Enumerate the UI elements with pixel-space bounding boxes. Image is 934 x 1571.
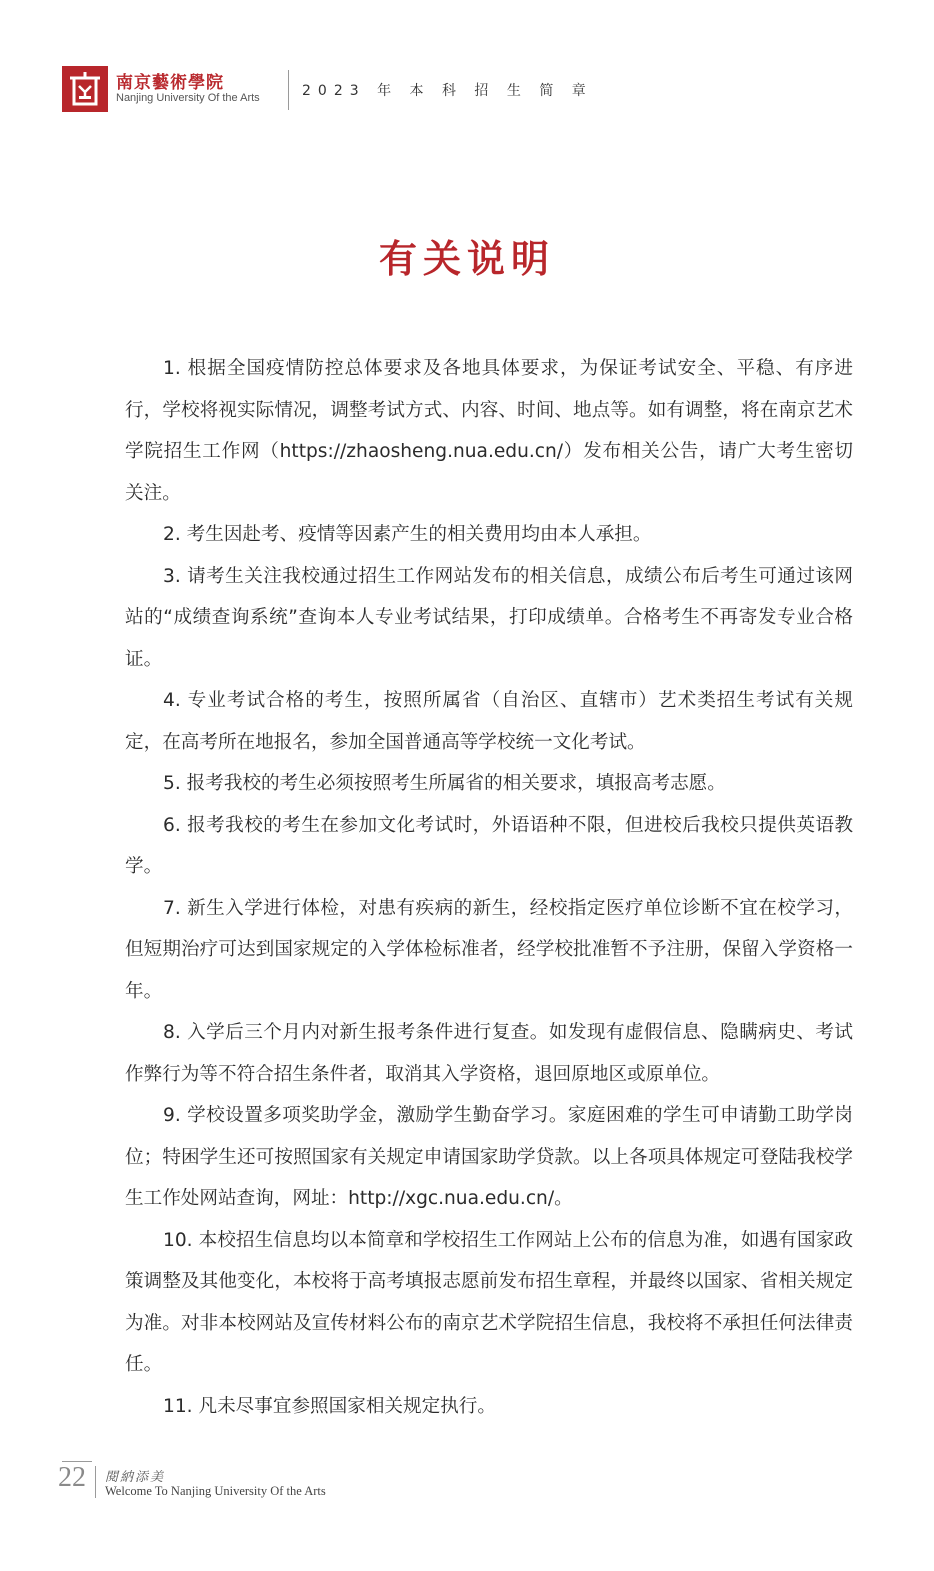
university-seal-logo	[62, 66, 108, 112]
logo-chinese-name: 南京藝術學院	[116, 73, 224, 93]
note-paragraph-8: 8. 入学后三个月内对新生报考条件进行复查。如发现有虚假信息、隐瞒病史、考试作弊行为等不符合招生条件者，取消其入学资格，退回原地区或原单位。	[125, 1022, 853, 1085]
note-paragraph-1: 1. 根据全国疫情防控总体要求及各地具体要求，为保证考试安全、平稳、有序进行，学校将视实际情况，调整考试方式、内容、时间、地点等。如有调整，将在南京艺术学院招生工作网（https://zhaosheng.nua.edu.cn/）发布相关公告，请广大考生密切关注。	[125, 358, 853, 504]
note-paragraph-11: 11. 凡未尽事宜参照国家相关规定执行。	[163, 1395, 496, 1417]
footer-divider	[95, 1466, 96, 1498]
section-title: 有关说明	[378, 236, 555, 281]
note-paragraph-9: 9. 学校设置多项奖助学金，激励学生勤奋学习。家庭困难的学生可申请勤工助学岗位；特困学生还可按照国家有关规定申请国家助学贷款。以上各项具体规定可登陆我校学生工作处网站查询，网址：http://xgc.nua.edu.cn/。	[125, 1105, 853, 1209]
note-paragraph-7: 7. 新生入学进行体检，对患有疾病的新生，经校指定医疗单位诊断不宜在校学习，但短期治疗可达到国家规定的入学体检标准者，经学校批准暂不予注册，保留入学资格一年。	[125, 897, 853, 1002]
document-title: 2023 年 本 科 招 生 简 章	[302, 83, 593, 99]
note-paragraph-6: 6. 报考我校的考生在参加文化考试时，外语语种不限，但进校后我校只提供英语教学。	[125, 814, 853, 877]
footer-motto: 閱納添美	[105, 1470, 166, 1485]
note-paragraph-4: 4. 专业考试合格的考生，按照所属省（自治区、直辖市）艺术类招生考试有关规定，在高考所在地报名，参加全国普通高等学校统一文化考试。	[125, 690, 853, 753]
logo-english-name: Nanjing University Of the Arts	[116, 92, 260, 104]
note-paragraph-10: 10. 本校招生信息均以本简章和学校招生工作网站上公布的信息为准，如遇有国家政策调整及其他变化，本校将于高考填报志愿前发布招生章程，并最终以国家、省相关规定为准。对非本校网站及宣传材料公布的南京艺术学院招生信息，我校将不承担任何法律责任。	[125, 1229, 853, 1375]
note-paragraph-5: 5. 报考我校的考生必须按照考生所属省的相关要求，填报高考志愿。	[163, 773, 726, 794]
page-number: 22	[58, 1462, 86, 1493]
header-divider	[288, 70, 289, 110]
note-paragraph-2: 2. 考生因赴考、疫情等因素产生的相关费用均由本人承担。	[163, 524, 652, 545]
notes-content	[125, 348, 853, 1427]
footer-welcome-text: Welcome To Nanjing University Of the Arts	[105, 1484, 326, 1498]
page-header	[62, 66, 622, 114]
note-paragraph-3: 3. 请考生关注我校通过招生工作网站发布的相关信息，成绩公布后考生可通过该网站的“成绩查询系统”查询本人专业考试结果，打印成绩单。合格考生不再寄发专业合格证。	[125, 565, 853, 670]
